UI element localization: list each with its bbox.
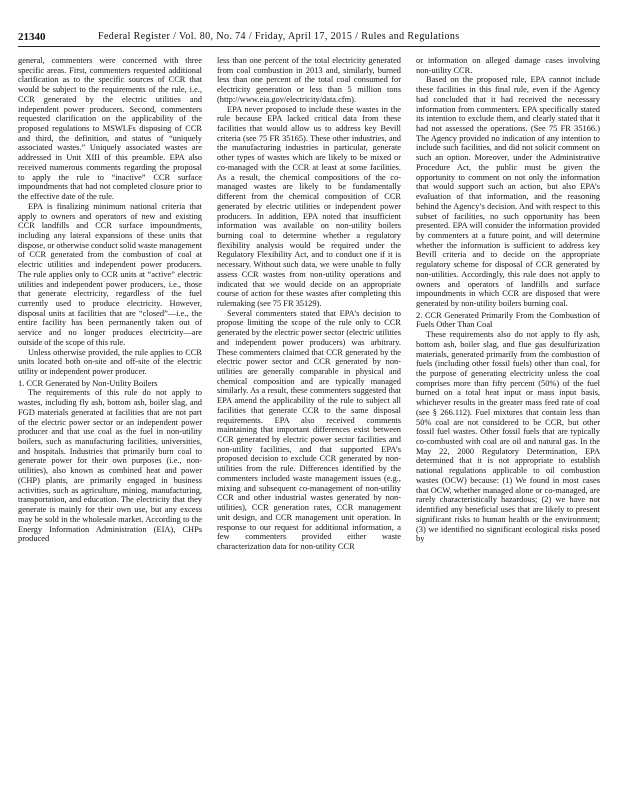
section-heading: 1. CCR Generated by Non-Utility Boilers	[18, 378, 158, 388]
text-column-3	[416, 56, 600, 786]
text-column-1	[18, 56, 202, 786]
paragraph: less than one percent of the total electricity generated from coal combustion in 2013 and, similarly, burned less than one percent of the total coal consumed for electricity generation or less than 5 million tons (http://www.eia.gov/electricity/data.cfm).	[217, 56, 401, 104]
text-column-2	[217, 56, 401, 786]
running-header	[18, 30, 600, 44]
running-head: Federal Register / Vol. 80, No. 74 / Friday, April 17, 2015 / Rules and Regulations	[98, 31, 460, 42]
header-rule	[18, 46, 600, 47]
paragraph: Unless otherwise provided, the rule applies to CCR units located both on-site and off-site of the electric utility or independent power producer.	[18, 347, 202, 376]
paragraph: Based on the proposed rule, EPA cannot include these facilities in this final rule, even if the Agency had concluded that it had received the necessary information from commenters. EPA specifically stated its intention to exclude them, and clearly stated that it had not assessed the operations. (See 75 FR 35166.) The Agency provided no indication of any intention to include such facilities, and did not solicit comment on such an option. Moreover, under the Administrative Procedure Act, the public must be given the opportunity to comment on not only the information that would support such an action, but also EPA’s evaluation of that information, and the reasoning behind the Agency’s decision. And with respect to this subset of facilities, no such opportunity has been presented. EPA will consider the information provided by commenters at a future point, and will determine whether the information is sufficient to address key Bevill criteria and to decide on the appropriate regulatory scheme for disposal of CCR generated by non-utilities. Accordingly, this rule does not apply to owners and operators of landfills and surface impoundments in which CCR are disposed that were generated by non-utility boilers burning coal.	[416, 75, 600, 308]
paragraph: These requirements also do not apply to fly ash, bottom ash, boiler slag, and flue gas desulfurization materials, generated primarily from the combustion of fuels (including other fossil fuels) other than coal, for the purpose of generating electricity unless the coal comprises more than fifty percent (50%) of the fuel burned on a total heat input or mass input basis, whichever results in the greater mass feed rate of coal (see § 266.112). Fuel mixtures that contain less than 50% coal are not considered to be CCR, but other fossil fuel wastes. Other fossil fuels that are typically co-combusted with coal are oil and natural gas. In the May 22, 2000 Regulatory Determination, EPA determined that it is not appropriate to establish national regulations applicable to oil combustion wastes (OCW) because: (1) We found in most cases that OCW, whether managed alone or co-managed, are rarely characteristically hazardous; (2) we have not identified any beneficial uses that are likely to present significant risks to human health or the environment; (3) we identified no significant ecological risks posed by	[416, 330, 600, 544]
paragraph: Several commenters stated that EPA’s decision to propose limiting the scope of the rule only to CCR generated by the electric power sector (electric utilities and independent power producers) was arbitrary. These commenters claimed that CCR generated by the electric power sector and CCR generated by non-utilities are generally comparable in physical and chemical composition and are typically managed similarly. As a result, these commenters suggested that EPA amend the applicability of the rule to subject all facilities that generate CCR to the same disposal requirements. EPA also received comments maintaining that important differences exist between CCR generated by electric power sector facilities and non-utility facilities, and that supported EPA’s proposed decision to exclude CCR generated by non-utilities from the rule. Differences identified by the commenters included waste management issues (e.g., mixing and subsequent co-management of non-utility CCR and other industrial wastes generated by non-utilities), CCR generation rates, CCR management unit design, and CCR management unit operation. In response to our request for additional information, a few commenters provided either waste characterization data for non-utility CCR	[217, 308, 401, 551]
paragraph: general, commenters were concerned with three specific areas. First, commenters requested additional clarification as to the specific sources of CCR that would be subject to the requirements of the rule, i.e., CCR generated by the electric utilities and independent power producers. Second, commenters requested clarification on the applicability of the proposed regulations to MSWLFs disposing of CCR and third, the definition, and status of “uniquely associated wastes.” Uniquely associated wastes are addressed in Unit XIII of this preamble. EPA also received numerous comments regarding the proposal to apply the rule to “inactive” CCR surface impoundments that had not completed closure prior to the effective date of the rule.	[18, 56, 202, 202]
paragraph: or information on alleged damage cases involving non-utility CCR.	[416, 56, 600, 75]
paragraph: The requirements of this rule do not apply to wastes, including fly ash, bottom ash, boiler slag, and FGD materials generated at facilities that are not part of the electric power sector or an independent power producer and that use coal as the fuel in non-utility boilers, such as manufacturing facilities, universities, and hospitals. Industries that primarily burn coal to generate power for their own purposes (i.e., non-utilities), also known as combined heat and power (CHP) plants, are primarily engaged in business activities, such as agriculture, mining, manufacturing, transportation, and education. The electricity that they generate is mainly for their own use, but any excess may be sold in the wholesale market. According to the Energy Information Administration (EIA), CHPs produced	[18, 388, 202, 544]
paragraph: EPA never proposed to include these wastes in the rule because EPA lacked critical data from these facilities that would allow us to address key Bevill criteria (see 75 FR 35165). These other industries, and the manufacturing industries in particular, generate other types of wastes which are likely to be mixed or co-managed with the CCR at least at some facilities. As a result, the chemical compositions of the co-managed wastes are likely to be fundamentally different from the chemical composition of CCR generated by electric utilities or independent power producers. In addition, EPA noted that insufficient information was available on non-utility boilers burning coal to determine whether a regulatory flexibility analysis would be required under the Regulatory Flexibility Act, and to conduct one if it is necessary. Without such data, we were unable to fully assess CCR wastes from non-utility operations and indicated that we would decide on an appropriate course of action for these wastes after completing this rulemaking (see 75 FR 35129).	[217, 104, 401, 308]
section-heading: 2. CCR Generated Primarily From the Combustion of Fuels Other Than Coal	[416, 310, 600, 330]
page-number: 21340	[18, 31, 46, 43]
paragraph: EPA is finalizing minimum national criteria that apply to owners and operators of new and existing CCR landfills and CCR surface impoundments, including any lateral expansions of these units that dispose, or otherwise conduct solid waste management of CCR generated from the combustion of coal at electric utilities and independent power producers. The rule applies only to CCR units at “active” electric utilities and independent power producers, i.e., those that generate electricity, regardless of the fuel currently used to produce electricity. However, disposal units at facilities that are “closed”—i.e., the entire facility has been permanently taken out of service and no longer produces electricity—are outside of the scope of this rule.	[18, 201, 202, 347]
